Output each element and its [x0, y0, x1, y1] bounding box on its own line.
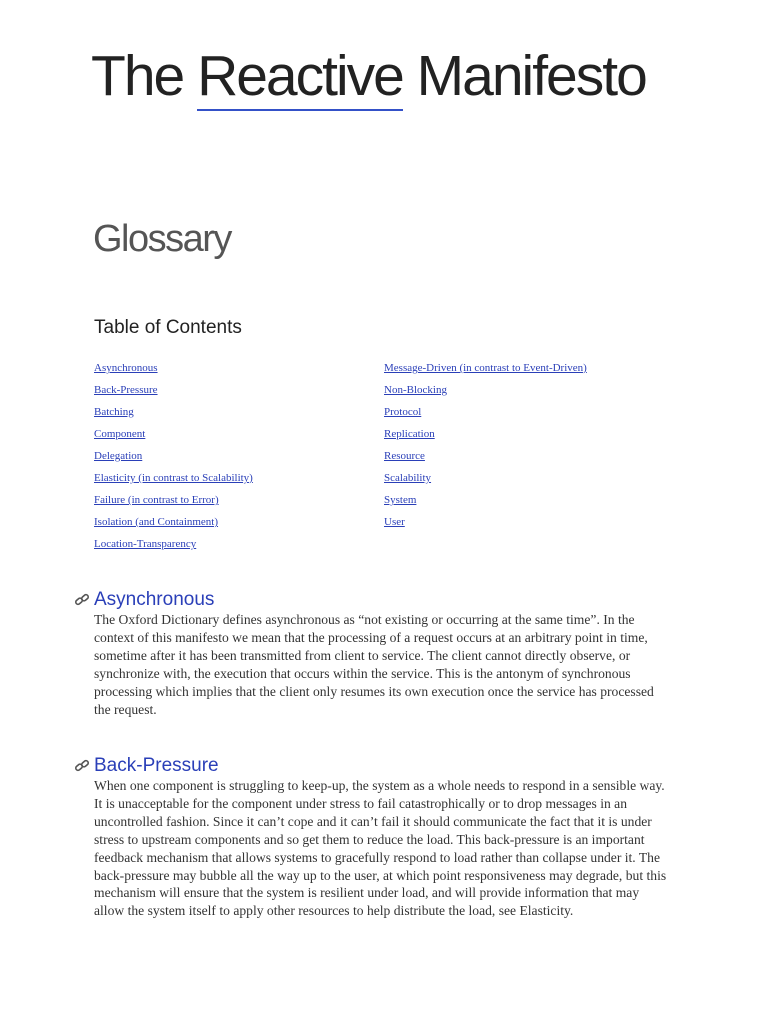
- toc-link-user[interactable]: User: [384, 516, 405, 528]
- page-heading: Glossary: [93, 218, 231, 260]
- site-title-part-1: The: [91, 44, 198, 108]
- toc-link-isolation[interactable]: Isolation (and Containment): [94, 516, 219, 528]
- toc-item: [384, 359, 684, 381]
- toc-link-scalability[interactable]: Scalability: [384, 472, 432, 484]
- toc-link-message-driven[interactable]: Message-Driven (in contrast to Event-Driven): [384, 362, 587, 374]
- toc-link-delegation[interactable]: Delegation: [94, 450, 143, 462]
- link-icon[interactable]: [74, 759, 90, 773]
- glossary-entry-back-pressure: [94, 755, 672, 920]
- toc-item: [94, 513, 374, 535]
- toc-link-failure[interactable]: Failure (in contrast to Error): [94, 494, 219, 506]
- toc-heading: Table of Contents: [94, 317, 242, 338]
- site-title-part-2: Manifesto: [402, 44, 646, 108]
- toc-item: [94, 535, 374, 557]
- site-title-accent-word: Reactive: [197, 43, 403, 111]
- toc-link-asynchronous[interactable]: Asynchronous: [94, 362, 158, 374]
- entry-body: When one component is struggling to keep-up, the system as a whole needs to respond in a sensible way. It is unacceptable for the component under stress to fail catastrophically or to drop messages in an uncontrolled fashion. Since it can’t cope and it can’t fail it should communicate the fact that it is under stress to upstream components and so get them to reduce the load. This back-pressure is an important feedback mechanism that allows systems to gracefully respond to load rather than collapse under it. The back-pressure may bubble all the way up to the user, at which point responsiveness may degrade, but this mechanism will ensure that the system is resilient under load, and will provide information that may allow the system itself to apply other resources to help distribute the load, see Elasticity.: [94, 778, 667, 919]
- entry-title: Asynchronous: [94, 589, 215, 610]
- toc-link-non-blocking[interactable]: Non-Blocking: [384, 384, 447, 396]
- toc-link-back-pressure[interactable]: Back-Pressure: [94, 384, 158, 396]
- toc-item: [94, 469, 374, 491]
- entry-heading: [94, 589, 672, 611]
- site-title[interactable]: [91, 40, 646, 112]
- glossary-entry-asynchronous: [94, 589, 672, 718]
- toc-link-resource[interactable]: Resource: [384, 450, 425, 462]
- toc-item: [384, 469, 684, 491]
- entry-heading: [94, 755, 672, 777]
- toc-item: [384, 513, 684, 535]
- toc-item: [94, 403, 374, 425]
- toc-item: [94, 491, 374, 513]
- toc-link-component[interactable]: Component: [94, 428, 146, 440]
- toc-link-location-transparency[interactable]: Location-Transparency: [94, 538, 197, 550]
- toc-item: [94, 447, 374, 469]
- toc-link-elasticity[interactable]: Elasticity (in contrast to Scalability): [94, 472, 253, 484]
- toc-item: [384, 491, 684, 513]
- toc-item: [384, 403, 684, 425]
- toc-item: [384, 425, 684, 447]
- toc-link-batching[interactable]: Batching: [94, 406, 134, 418]
- toc-item: [384, 381, 684, 403]
- toc-right-column: [384, 359, 684, 535]
- entry-body: The Oxford Dictionary defines asynchronous as “not existing or occurring at the same time”. In the context of this manifesto we mean that the processing of a request occurs at an arbitrary point in time, sometime after it has been transmitted from client to service. The client cannot directly observe, or synchronize with, the execution that occurs within the service. This is the antonym of synchronous processing which implies that the client only resumes its own execution once the service has processed the request.: [94, 612, 654, 717]
- toc-item: [94, 381, 374, 403]
- toc-item: [384, 447, 684, 469]
- link-icon[interactable]: [74, 593, 90, 607]
- toc-link-protocol[interactable]: Protocol: [384, 406, 422, 418]
- toc-item: [94, 425, 374, 447]
- toc-left-column: [94, 359, 374, 557]
- toc-link-replication[interactable]: Replication: [384, 428, 435, 440]
- entry-title: Back-Pressure: [94, 755, 219, 776]
- toc-link-system[interactable]: System: [384, 494, 417, 506]
- toc-item: [94, 359, 374, 381]
